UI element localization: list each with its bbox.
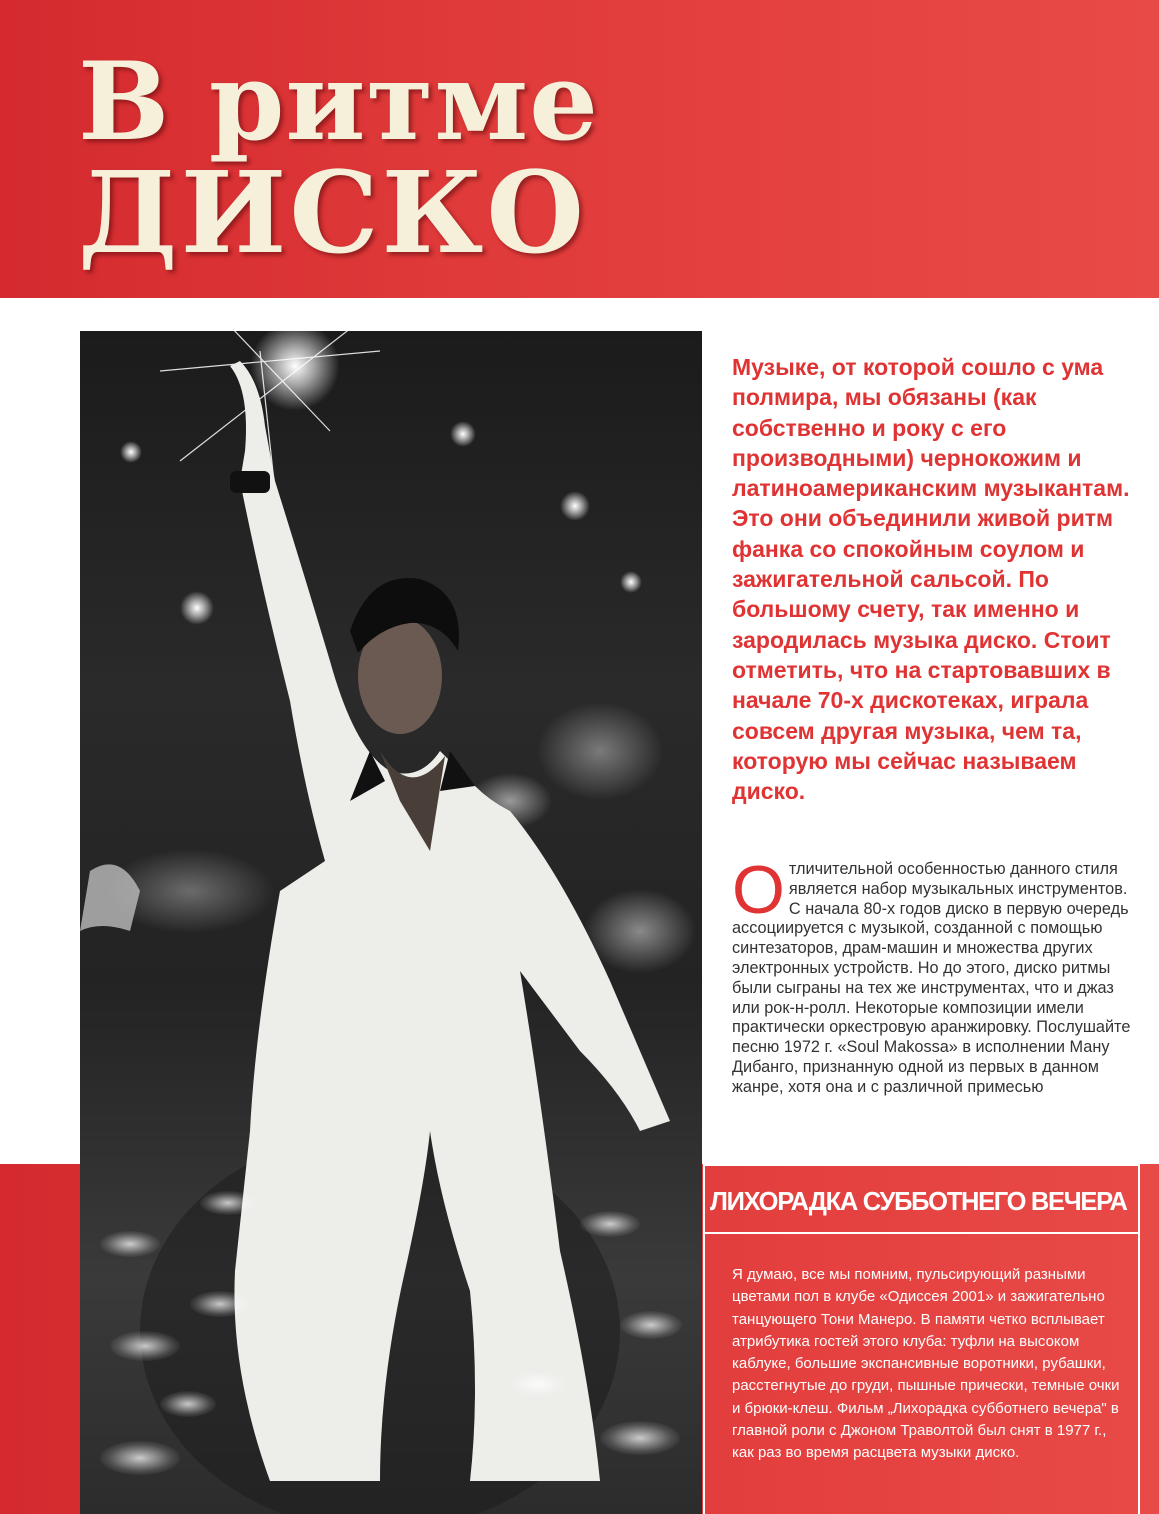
floor-light: [100, 1441, 180, 1475]
light-flare: [120, 441, 142, 463]
floor-light: [110, 1331, 180, 1361]
floor-light: [600, 1421, 680, 1455]
sidebar-text: Я думаю, все мы помним, пульсирующий разными цветами пол в клубе «Одиссея 2001» и зажигательно танцующего Тони Манеро. В памяти четко всплывает атрибутика гостей этого клуба: туфли на высоком каблуке, большие экспансивные воротники, рубашки, расстегнутые до груди, пышные прически, темные очки и брюки-клеш. Фильм „Лихорадка субботнего вечера" в главной роли с Джоном Траволтой был снят в 1977 г., как раз во время расцвета музыки диско.: [732, 1266, 1120, 1462]
sidebar-divider: [703, 1232, 1140, 1234]
lead-paragraph: Музыке, от которой сошло с ума полмира, мы обязаны (как собственно и року с его производными) чернокожим и латиноамериканским музыкантам. Это они объединили живой ритм фанка со спокойным соулом и зажигательной сальсой. По большому счету, так именно и зародилась музыка диско. Стоит отметить, что на стартовавших в начале 70-х дискотеках, играла совсем другая музыка, чем та, которую мы сейчас называем диско.: [732, 354, 1130, 805]
floor-light: [160, 1391, 216, 1417]
light-flare: [620, 571, 642, 593]
sidebar-title: ЛИХОРАДКА СУББОТНЕГО ВЕЧЕРА: [710, 1188, 1127, 1216]
dancer-photo: [80, 331, 702, 1514]
light-flare: [450, 421, 476, 447]
body-paragraph: [732, 852, 1134, 1098]
floor-light: [580, 1211, 640, 1237]
floor-light: [200, 1191, 256, 1215]
floor-light: [620, 1311, 682, 1339]
floor-light: [100, 1231, 160, 1257]
light-flare: [560, 491, 590, 521]
floor-light: [510, 1371, 566, 1397]
floor-light: [190, 1291, 250, 1317]
page-title-line-2: ДИСКО: [78, 148, 587, 279]
drop-cap: О: [732, 852, 785, 928]
light-flare: [180, 591, 214, 625]
body-text: тличительной особенностью данного стиля является набор музыкальных инструментов. С начала 80-х годов диско в первую очередь ассоциируется с музыкой, созданной с помощью синтезаторов, драм-машин и множества других электронных устройств. Но до этого, диско ритмы были сыграны на тех же инструментах, что и джаз или рок-н-ролл. Некоторые композиции имели практически оркестровую аранжировку. Послушайте песню 1972 г. «Soul Makossa» в исполнении Ману Дибанго, признанную одной из первых в данном жанре, хотя она и с различной примесью: [732, 860, 1131, 1096]
page-title-line-1: В ритме: [78, 39, 599, 165]
